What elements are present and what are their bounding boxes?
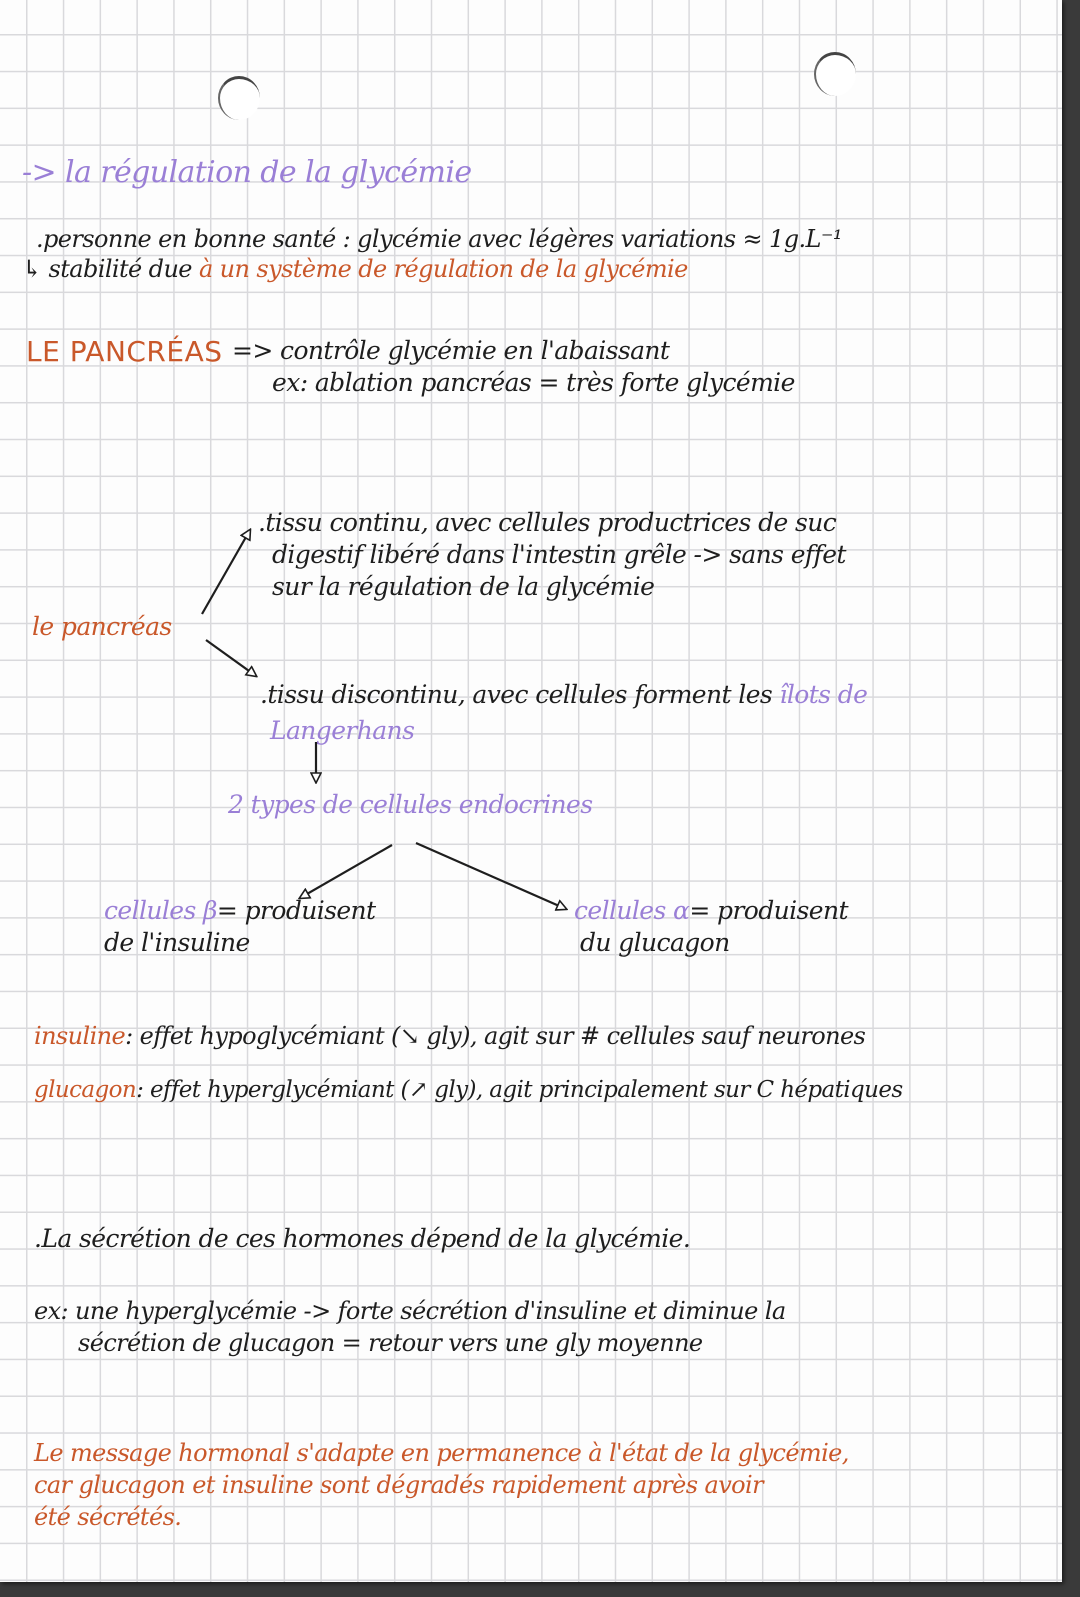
alpha-cells-desc-1: = produisent — [689, 896, 848, 925]
branch-top-line-2: digestif libéré dans l'intestin grêle -> sans effet — [272, 540, 846, 569]
secretion-example-1: ex: une hyperglycémie -> forte sécrétion d'insuline et diminue la — [34, 1297, 786, 1325]
branch-bottom-highlight: îlots de — [779, 680, 868, 709]
hormone-desc-glucagon: : effet hyperglycémiant (↗ gly), agit principalement sur C hépatiques — [136, 1077, 903, 1103]
arrow-down-right-icon — [206, 640, 256, 676]
arrow-lines — [202, 530, 566, 909]
conclusion-line-1: Le message hormonal s'adapte en permanence à l'état de la glycémie, — [34, 1439, 849, 1467]
secretion-statement: .La sécrétion de ces hormones dépend de la glycémie. — [34, 1224, 691, 1253]
conclusion-line-3: été sécrétés. — [34, 1503, 182, 1531]
diagram-root-label: le pancréas — [32, 612, 172, 641]
alpha-cells-desc-2: du glucagon — [580, 928, 730, 957]
beta-cells-desc-2: de l'insuline — [104, 928, 250, 957]
hormone-insuline — [34, 1021, 865, 1051]
arrow-up-icon — [202, 530, 250, 614]
hormone-glucagon — [34, 1075, 903, 1105]
beta-cells-name: cellules β — [104, 896, 217, 925]
branch-top-line-3: sur la régulation de la glycémie — [272, 572, 655, 601]
conclusion-line-2: car glucagon et insuline sont dégradés rapidement après avoir — [34, 1471, 763, 1499]
cell-types-label: 2 types de cellules endocrines — [228, 790, 593, 819]
page-title: -> la régulation de la glycémie — [22, 155, 472, 190]
pancreas-heading-note: => contrôle glycémie en l'abaissant — [232, 336, 670, 365]
secretion-example-2: sécrétion de glucagon = retour vers une gly moyenne — [78, 1329, 703, 1357]
intro-line-2-prefix: ↳ stabilité due — [22, 255, 192, 283]
hormone-name-insuline: insuline — [34, 1022, 126, 1050]
beta-cells-desc-1: = produisent — [216, 896, 376, 925]
branch-top-line-1: .tissu continu, avec cellules productrices de suc — [258, 508, 837, 537]
branch-bottom-prefix: .tissu discontinu, avec cellules forment les — [260, 680, 773, 709]
pancreas-example: ex: ablation pancréas = très forte glycémie — [272, 368, 795, 397]
pancreas-heading: LE PANCRÉAS — [26, 335, 223, 368]
hormone-desc-insuline: : effet hypoglycémiant (↘ gly), agit sur # cellules sauf neurones — [125, 1022, 866, 1050]
arrow-to-alpha-icon — [416, 843, 566, 909]
alpha-cells-name: cellules α — [574, 896, 690, 925]
langerhans-label: Langerhans — [270, 716, 415, 745]
intro-line-2-highlight: à un système de régulation de la glycémie — [198, 255, 688, 283]
hormone-name-glucagon: glucagon — [34, 1077, 137, 1103]
arrow-to-beta-icon — [300, 845, 392, 898]
intro-line-1: .personne en bonne santé : glycémie avec légères variations ≈ 1g.L⁻¹ — [36, 225, 842, 253]
